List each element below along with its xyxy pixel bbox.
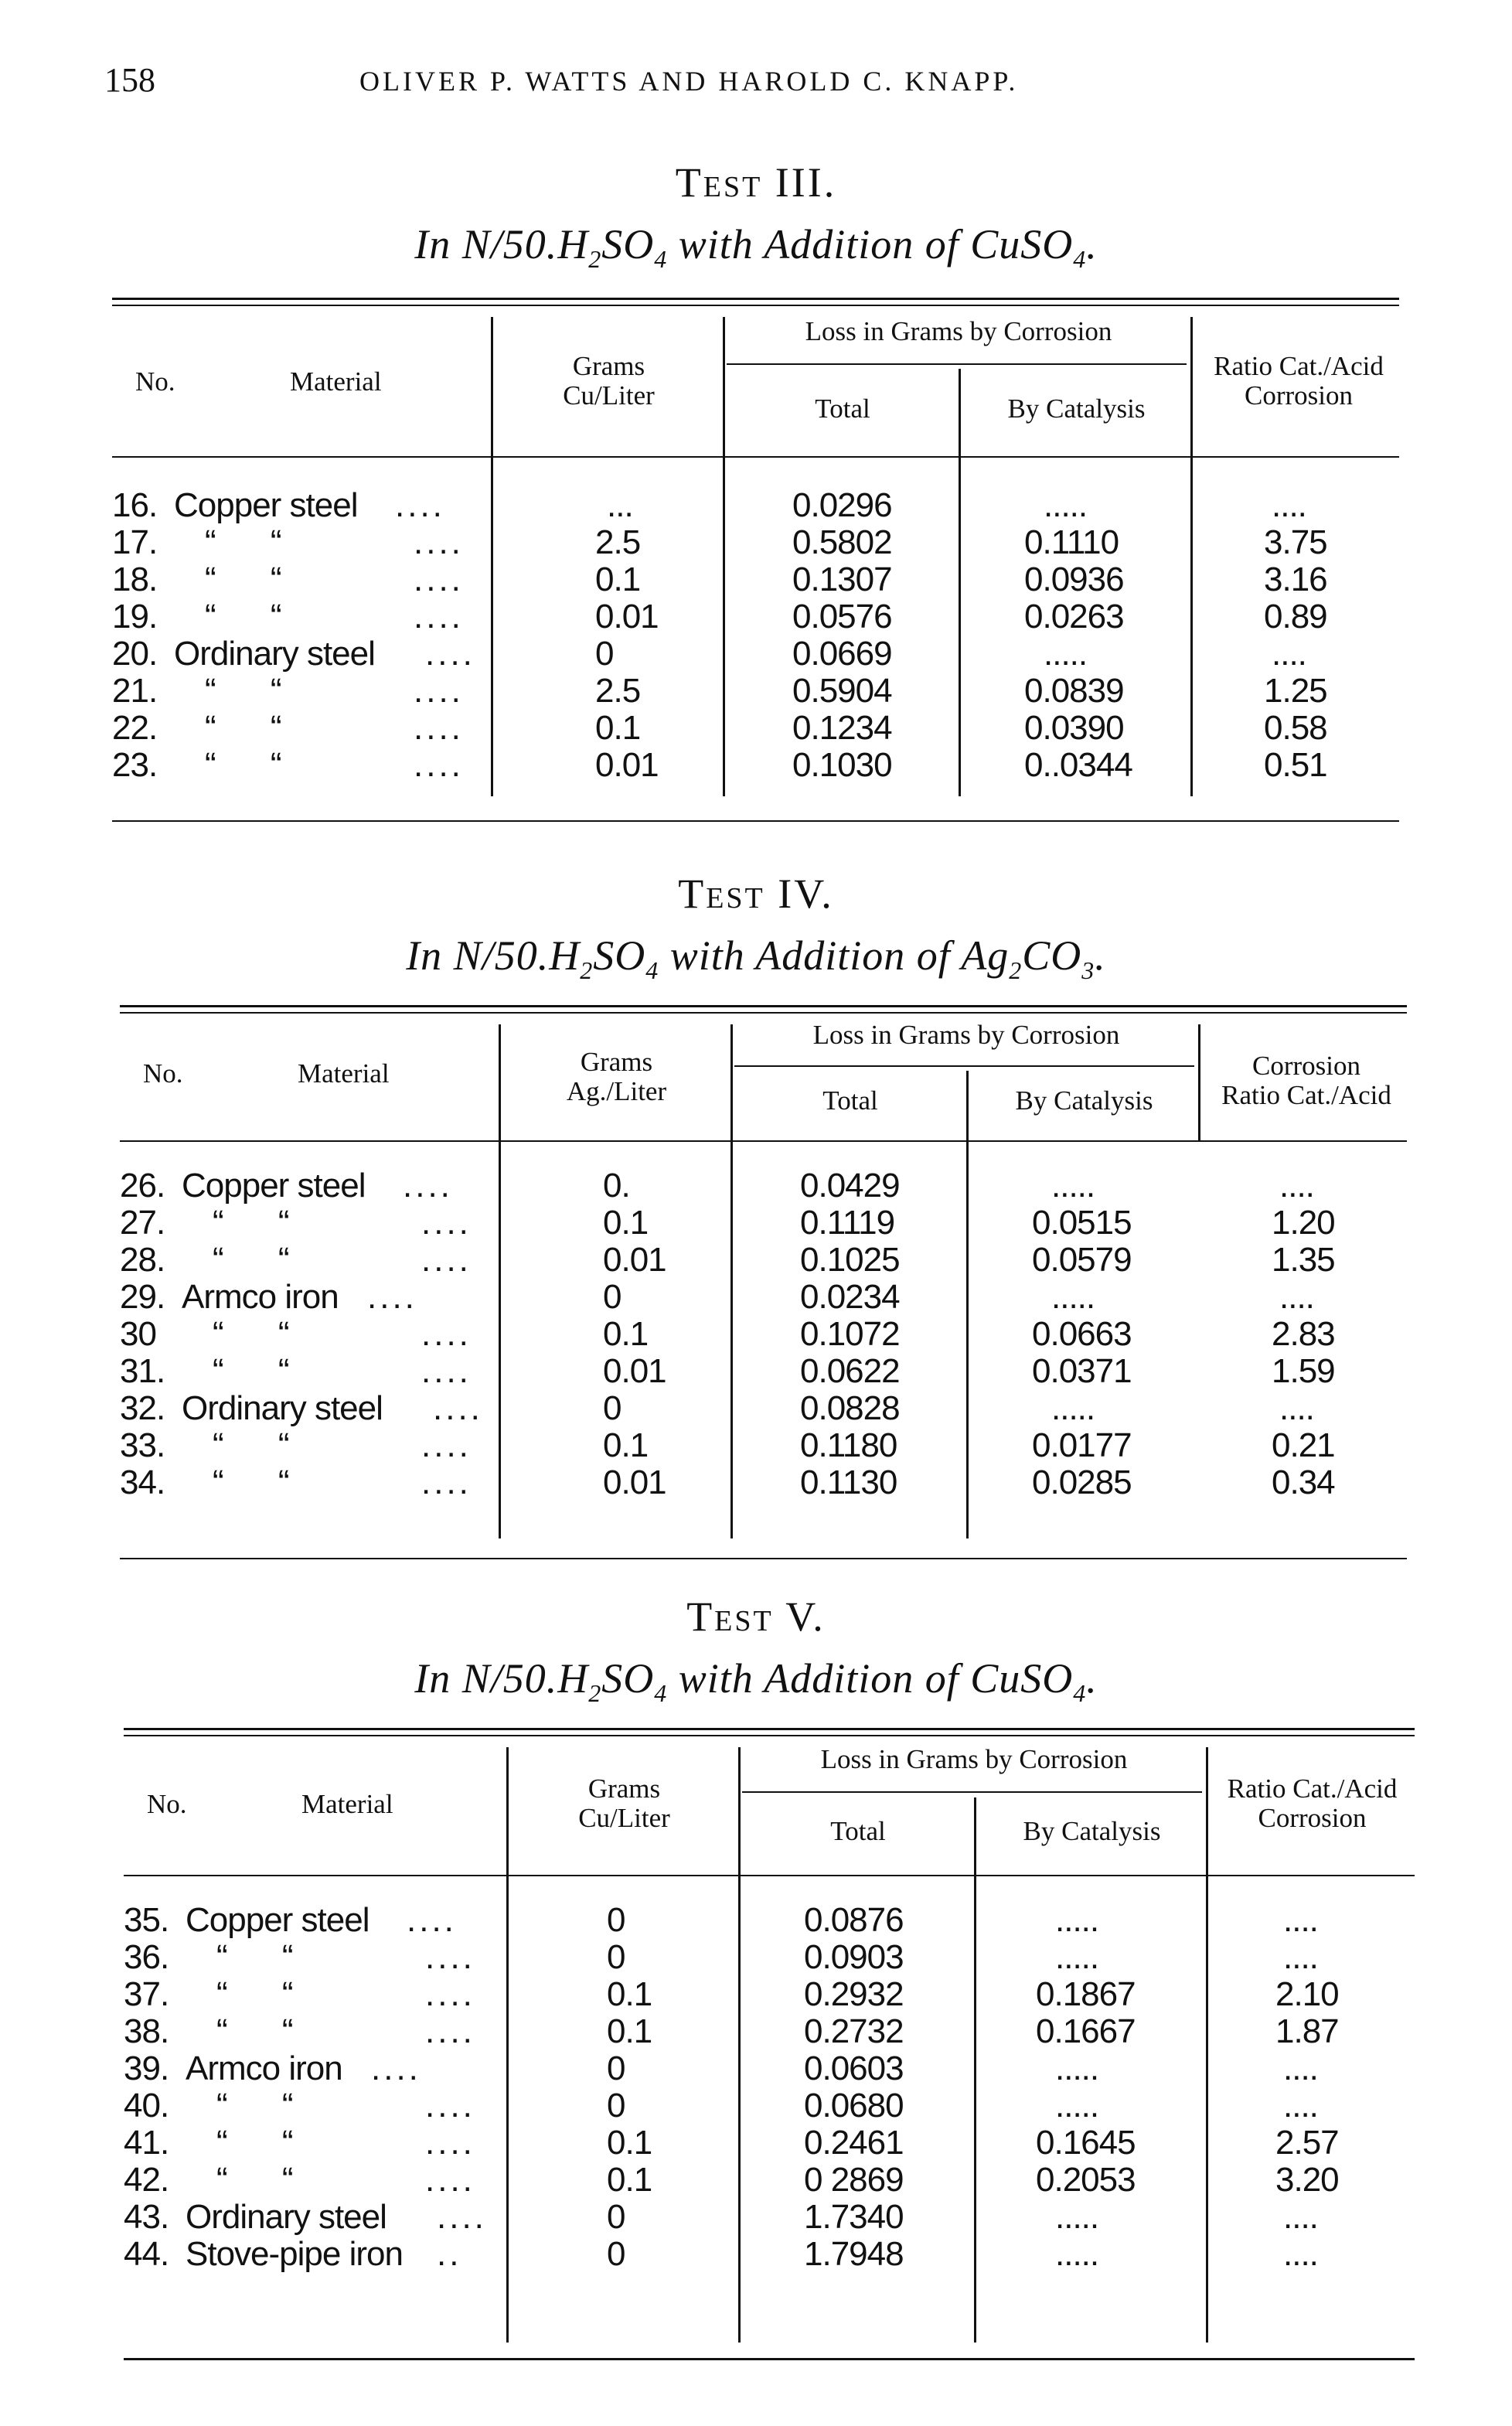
row-material: “ “ (216, 1975, 293, 2013)
table-top-rule (120, 1005, 1407, 1007)
row-number: 29. (120, 1278, 165, 1316)
row-number: 18. (112, 561, 158, 598)
row-leader-dots: .... (433, 1389, 483, 1427)
row-total: 0.2932 (804, 1975, 904, 2013)
row-leader-dots: .... (421, 1463, 472, 1501)
row-material: Copper steel (174, 486, 358, 524)
row-material: “ “ (205, 523, 281, 561)
col-divider (1198, 1024, 1200, 1140)
row-total: 0.0828 (800, 1389, 900, 1427)
row-leader-dots: .... (425, 1938, 475, 1976)
row-leader-dots: .... (407, 1901, 457, 1939)
test-5-table (124, 1728, 1415, 2362)
row-grams: 0 (607, 2235, 625, 2273)
row-number: 37. (124, 1975, 169, 2013)
row-ratio: .... (1279, 1389, 1314, 1427)
header-material: Material (298, 1058, 390, 1089)
table-row (112, 524, 1399, 561)
header-material: Material (301, 1789, 393, 1819)
table-row (120, 1279, 1407, 1316)
row-grams: 0.01 (603, 1463, 666, 1501)
row-number: 41. (124, 2124, 169, 2162)
header-total: Total (815, 394, 870, 424)
running-head: OLIVER P. WATTS AND HAROLD C. KNAPP. (359, 66, 1019, 97)
row-grams: 0.01 (595, 598, 659, 635)
test-5-title: Test V. (686, 1593, 826, 1640)
row-ratio: 0.21 (1272, 1426, 1335, 1464)
row-material: Ordinary steel (182, 1389, 383, 1427)
row-leader-dots: .... (421, 1241, 472, 1279)
row-ratio: 0.51 (1264, 746, 1327, 784)
row-leader-dots: .... (421, 1315, 472, 1353)
row-material: Armco iron (186, 2049, 342, 2087)
row-leader-dots: .... (414, 598, 464, 635)
row-material: “ “ (213, 1426, 289, 1464)
header-no: No. (147, 1789, 187, 1819)
row-catalysis: 0.0936 (1024, 561, 1124, 598)
table-row (112, 747, 1399, 784)
row-grams: 0 (603, 1278, 621, 1316)
row-leader-dots: .... (414, 746, 464, 784)
row-material: “ “ (213, 1463, 289, 1501)
row-material: “ “ (213, 1204, 289, 1242)
row-ratio: 2.83 (1272, 1315, 1335, 1353)
row-leader-dots: .... (414, 561, 464, 598)
row-leader-dots: .... (395, 486, 445, 524)
row-total: 0.0680 (804, 2087, 904, 2124)
row-total: 0.5904 (792, 672, 892, 710)
page-header (104, 60, 1310, 107)
row-catalysis: 0.0663 (1032, 1315, 1132, 1353)
row-leader-dots: .... (425, 2012, 475, 2050)
row-material: Stove-pipe iron (186, 2235, 403, 2273)
row-material: “ “ (205, 672, 281, 710)
table-row (124, 1902, 1415, 1939)
table-row (124, 1976, 1415, 2013)
header-loss: Loss in Grams by Corrosion (812, 1020, 1120, 1050)
header-no: No. (143, 1058, 183, 1089)
row-material: “ “ (205, 598, 281, 635)
row-leader-dots: .... (421, 1426, 472, 1464)
loss-sub-rule (742, 1791, 1202, 1793)
row-grams: 2.5 (595, 672, 641, 710)
table-top-rule-inner (120, 1012, 1407, 1014)
test-4-subtitle: In $N/50.H_2SO_4$ with Addition of $Ag_2CO_3$. (406, 932, 1106, 984)
row-catalysis: 0.0263 (1024, 598, 1124, 635)
table-row (112, 673, 1399, 710)
row-ratio: 1.59 (1272, 1352, 1335, 1390)
row-leader-dots: .... (425, 2161, 475, 2199)
row-number: 36. (124, 1938, 169, 1976)
row-material: “ “ (213, 1241, 289, 1279)
row-number: 35. (124, 1901, 169, 1939)
row-grams: 0.1 (603, 1315, 649, 1353)
row-material: Ordinary steel (186, 2198, 387, 2236)
row-ratio: .... (1279, 1167, 1314, 1204)
row-ratio: 3.20 (1275, 2161, 1339, 2199)
table-row (124, 2236, 1415, 2273)
header-grams: Grams Cu/Liter (578, 1774, 670, 1833)
row-catalysis: ..... (1044, 635, 1088, 673)
table-row (120, 1390, 1407, 1427)
row-catalysis: 0.2053 (1036, 2161, 1136, 2199)
header-catalysis: By Catalysis (1015, 1085, 1153, 1116)
table-row (120, 1316, 1407, 1353)
table-row (124, 2087, 1415, 2124)
table-row (124, 2050, 1415, 2087)
row-material: Copper steel (186, 1901, 369, 1939)
row-catalysis: 0.0371 (1032, 1352, 1132, 1390)
row-leader-dots: .... (425, 1975, 475, 2013)
row-material: “ “ (216, 2087, 293, 2124)
row-ratio: .... (1283, 2235, 1318, 2273)
row-material: Copper steel (182, 1167, 366, 1204)
row-total: 0 2869 (804, 2161, 904, 2199)
row-grams: ... (607, 486, 633, 524)
header-bottom-rule (124, 1875, 1415, 1876)
header-ratio: Ratio Cat./Acid Corrosion (1214, 351, 1384, 411)
test-5-subtitle: In $N/50.H_2SO_4$ with Addition of CuSO$_4$. (414, 1655, 1098, 1707)
row-number: 38. (124, 2012, 169, 2050)
row-ratio: 2.57 (1275, 2124, 1339, 2162)
row-catalysis: ..... (1055, 2235, 1099, 2273)
row-number: 19. (112, 598, 158, 635)
row-grams: 0.1 (607, 2124, 652, 2162)
row-grams: 0.1 (595, 709, 641, 747)
test-3-subtitle: In $N/50.H_2SO_4$ with Addition of CuSO$_4$. (414, 221, 1098, 273)
header-grams: Grams Ag./Liter (566, 1047, 667, 1106)
row-number: 21. (112, 672, 158, 710)
row-material: “ “ (205, 561, 281, 598)
row-total: 0.1180 (800, 1426, 897, 1464)
row-total: 0.0603 (804, 2049, 904, 2087)
table-top-rule (112, 298, 1399, 300)
row-grams: 0.01 (603, 1241, 666, 1279)
row-grams: 0.1 (595, 561, 641, 598)
table-row (120, 1204, 1407, 1242)
row-number: 43. (124, 2198, 169, 2236)
row-ratio: .... (1272, 486, 1306, 524)
row-number: 42. (124, 2161, 169, 2199)
row-catalysis: ..... (1055, 1938, 1099, 1976)
row-ratio: .... (1283, 1901, 1318, 1939)
row-ratio: .... (1283, 2087, 1318, 2124)
header-ratio: Corrosion Ratio Cat./Acid (1221, 1051, 1391, 1110)
row-catalysis: 0.0579 (1032, 1241, 1132, 1279)
test-3-title: Test III. (675, 159, 837, 206)
row-catalysis: 0.0177 (1032, 1426, 1132, 1464)
row-number: 28. (120, 1241, 165, 1279)
table-top-rule-inner (112, 305, 1399, 306)
row-catalysis: 0.0390 (1024, 709, 1124, 747)
row-material: Armco iron (182, 1278, 339, 1316)
row-grams: 0 (607, 2049, 625, 2087)
row-ratio: 0.58 (1264, 709, 1327, 747)
table-row (112, 487, 1399, 524)
test-4-title: Test IV. (678, 871, 834, 917)
row-leader-dots: .... (367, 1278, 417, 1316)
row-total: 0.1130 (800, 1463, 897, 1501)
row-ratio: 1.20 (1272, 1204, 1335, 1242)
row-grams: 0. (603, 1167, 630, 1204)
table-row (120, 1427, 1407, 1464)
row-catalysis: 0.0839 (1024, 672, 1124, 710)
table-row (120, 1464, 1407, 1501)
row-catalysis: 0.1110 (1024, 523, 1119, 561)
table-row (112, 710, 1399, 747)
header-total: Total (822, 1085, 878, 1116)
page-number: 158 (104, 61, 155, 99)
row-grams: 0 (603, 1389, 621, 1427)
header-total: Total (830, 1816, 886, 1846)
row-number: 22. (112, 709, 158, 747)
row-material: “ “ (213, 1315, 289, 1353)
table-row (120, 1242, 1407, 1279)
row-ratio: 1.25 (1264, 672, 1327, 710)
table-bottom-rule (120, 1558, 1407, 1559)
row-leader-dots: .... (425, 2124, 475, 2162)
row-material: “ “ (213, 1352, 289, 1390)
row-material: “ “ (216, 1938, 293, 1976)
row-leader-dots: .... (414, 709, 464, 747)
row-material: “ “ (205, 746, 281, 784)
row-total: 0.0296 (792, 486, 892, 524)
row-total: 0.0622 (800, 1352, 900, 1390)
row-total: 0.1072 (800, 1315, 900, 1353)
row-total: 0.0234 (800, 1278, 900, 1316)
row-number: 39. (124, 2049, 169, 2087)
row-grams: 0 (595, 635, 614, 673)
row-leader-dots: .... (414, 672, 464, 710)
row-catalysis: 0.0285 (1032, 1463, 1132, 1501)
loss-sub-rule (727, 363, 1187, 365)
table-top-rule (124, 1728, 1415, 1730)
row-grams: 0.1 (607, 2012, 652, 2050)
row-catalysis: ..... (1055, 1901, 1099, 1939)
row-total: 0.0429 (800, 1167, 900, 1204)
row-material: “ “ (216, 2012, 293, 2050)
row-total: 0.0669 (792, 635, 892, 673)
row-ratio: .... (1272, 635, 1306, 673)
row-number: 44. (124, 2235, 169, 2273)
row-grams: 0.1 (603, 1204, 649, 1242)
table-row (112, 635, 1399, 673)
table-bottom-rule (112, 820, 1399, 822)
row-total: 0.1307 (792, 561, 892, 598)
table-row (124, 2124, 1415, 2162)
table-row (112, 598, 1399, 635)
row-catalysis: 0.1645 (1036, 2124, 1136, 2162)
row-catalysis: ..... (1044, 486, 1088, 524)
row-total: 0.1234 (792, 709, 892, 747)
header-ratio: Ratio Cat./Acid Corrosion (1227, 1774, 1398, 1833)
header-material: Material (290, 366, 382, 397)
row-number: 26. (120, 1167, 165, 1204)
loss-sub-rule (734, 1065, 1194, 1067)
row-ratio: .... (1283, 2198, 1318, 2236)
row-catalysis: 0.1667 (1036, 2012, 1136, 2050)
row-ratio: 1.87 (1275, 2012, 1339, 2050)
row-leader-dots: .... (421, 1204, 472, 1242)
row-material: Ordinary steel (174, 635, 375, 673)
row-total: 1.7340 (804, 2198, 904, 2236)
row-ratio: 2.10 (1275, 1975, 1339, 2013)
table-top-rule-inner (124, 1735, 1415, 1736)
row-grams: 0.1 (603, 1426, 649, 1464)
row-grams: 0 (607, 1901, 625, 1939)
row-number: 17. (112, 523, 158, 561)
header-catalysis: By Catalysis (1007, 394, 1146, 424)
table-row (124, 2162, 1415, 2199)
row-total: 0.0576 (792, 598, 892, 635)
row-catalysis: ..... (1055, 2087, 1099, 2124)
test-4-table (120, 1005, 1407, 1562)
table-row (124, 1939, 1415, 1976)
header-loss: Loss in Grams by Corrosion (805, 316, 1112, 346)
row-total: 0.1119 (800, 1204, 895, 1242)
row-number: 23. (112, 746, 158, 784)
row-ratio: 0.34 (1272, 1463, 1335, 1501)
row-catalysis: ..... (1055, 2049, 1099, 2087)
row-number: 30 (120, 1315, 156, 1353)
row-catalysis: ..... (1051, 1278, 1095, 1316)
row-ratio: .... (1279, 1278, 1314, 1316)
row-material: “ “ (216, 2161, 293, 2199)
test-3-table (112, 298, 1399, 823)
row-leader-dots: .... (425, 635, 475, 673)
table-row (124, 2013, 1415, 2050)
row-leader-dots: .... (414, 523, 464, 561)
row-total: 0.2732 (804, 2012, 904, 2050)
row-leader-dots: .... (437, 2198, 487, 2236)
row-ratio: 3.16 (1264, 561, 1327, 598)
row-ratio: 0.89 (1264, 598, 1327, 635)
row-number: 34. (120, 1463, 165, 1501)
row-ratio: 1.35 (1272, 1241, 1335, 1279)
table-row (112, 561, 1399, 598)
row-leader-dots: .... (425, 2087, 475, 2124)
header-loss: Loss in Grams by Corrosion (820, 1744, 1128, 1774)
row-total: 0.1025 (800, 1241, 900, 1279)
row-total: 1.7948 (804, 2235, 904, 2273)
row-grams: 0 (607, 1938, 625, 1976)
row-number: 32. (120, 1389, 165, 1427)
row-grams: 0.01 (595, 746, 659, 784)
row-total: 0.2461 (804, 2124, 904, 2162)
row-number: 31. (120, 1352, 165, 1390)
row-total: 0.5802 (792, 523, 892, 561)
row-catalysis: 0.1867 (1036, 1975, 1136, 2013)
row-grams: 0.01 (603, 1352, 666, 1390)
row-number: 27. (120, 1204, 165, 1242)
row-leader-dots: .... (421, 1352, 472, 1390)
table-row (120, 1353, 1407, 1390)
row-grams: 0 (607, 2087, 625, 2124)
row-total: 0.0903 (804, 1938, 904, 1976)
row-total: 0.1030 (792, 746, 892, 784)
row-grams: 2.5 (595, 523, 641, 561)
header-grams: Grams Cu/Liter (563, 351, 655, 411)
row-catalysis: ..... (1051, 1389, 1095, 1427)
row-total: 0.0876 (804, 1901, 904, 1939)
row-leader-dots: .... (403, 1167, 453, 1204)
row-ratio: .... (1283, 1938, 1318, 1976)
row-number: 40. (124, 2087, 169, 2124)
row-number: 20. (112, 635, 158, 673)
row-material: “ “ (205, 709, 281, 747)
row-ratio: 3.75 (1264, 523, 1327, 561)
header-catalysis: By Catalysis (1023, 1816, 1161, 1846)
row-grams: 0 (607, 2198, 625, 2236)
table-row (120, 1167, 1407, 1204)
row-number: 16. (112, 486, 158, 524)
row-grams: 0.1 (607, 1975, 652, 2013)
row-catalysis: 0.0515 (1032, 1204, 1132, 1242)
row-leader-dots: .... (371, 2049, 421, 2087)
row-catalysis: ..... (1055, 2198, 1099, 2236)
row-catalysis: 0..0344 (1024, 746, 1132, 784)
header-no: No. (135, 366, 175, 397)
table-row (124, 2199, 1415, 2236)
row-ratio: .... (1283, 2049, 1318, 2087)
header-bottom-rule (120, 1140, 1407, 1142)
row-material: “ “ (216, 2124, 293, 2162)
table-bottom-rule (124, 2358, 1415, 2360)
row-catalysis: ..... (1051, 1167, 1095, 1204)
row-number: 33. (120, 1426, 165, 1464)
header-bottom-rule (112, 456, 1399, 458)
row-leader-dots: .. (437, 2235, 462, 2273)
row-grams: 0.1 (607, 2161, 652, 2199)
